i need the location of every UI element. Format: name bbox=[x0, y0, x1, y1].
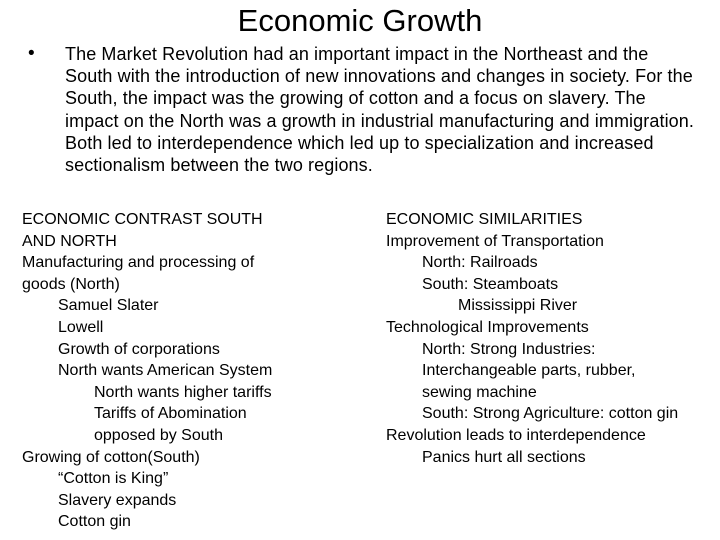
economic-similarities-column bbox=[386, 209, 720, 468]
list-item: opposed by South bbox=[94, 426, 223, 444]
list-item: Mississippi River bbox=[458, 297, 578, 315]
list-item: Manufacturing and processing of bbox=[22, 254, 255, 272]
list-item: North wants higher tariffs bbox=[94, 383, 272, 401]
list-item: North: Railroads bbox=[422, 254, 538, 272]
list-item: Lowell bbox=[58, 318, 104, 336]
list-item: Revolution leads to interdependence bbox=[386, 426, 646, 444]
list-item: Technological Improvements bbox=[386, 318, 589, 336]
bullet-icon: • bbox=[28, 43, 35, 64]
intro-bullet bbox=[28, 43, 698, 176]
economic-contrast-column bbox=[22, 209, 342, 533]
column-heading-continued: AND NORTH bbox=[22, 232, 117, 250]
list-item: Interchangeable parts, rubber, bbox=[422, 362, 636, 380]
list-item: South: Strong Agriculture: cotton gin bbox=[422, 405, 679, 423]
list-item: South: Steamboats bbox=[422, 275, 559, 293]
list-item: Improvement of Transportation bbox=[386, 232, 604, 250]
list-item: goods (North) bbox=[22, 275, 120, 293]
list-item: Cotton gin bbox=[58, 513, 131, 531]
list-item: “Cotton is King” bbox=[58, 470, 169, 488]
list-item: Samuel Slater bbox=[58, 297, 159, 315]
list-item: Panics hurt all sections bbox=[422, 448, 586, 466]
list-item: North wants American System bbox=[58, 362, 273, 380]
list-item: North: Strong Industries: bbox=[422, 340, 596, 358]
column-heading: ECONOMIC SIMILARITIES bbox=[386, 211, 583, 228]
column-heading: ECONOMIC CONTRAST SOUTH bbox=[22, 211, 263, 228]
slide-title: Economic Growth bbox=[237, 3, 483, 38]
list-item: sewing machine bbox=[422, 383, 537, 401]
list-item: Growing of cotton(South) bbox=[22, 448, 200, 466]
list-item: Slavery expands bbox=[58, 491, 177, 509]
intro-paragraph: The Market Revolution had an important impact in the Northeast and the South with the introduction of new innovations and changes in society. For the South, the impact was the growing of cotton and a focus on slavery. The impact on the North was a growth in industrial manufacturing and immigration. Both led to interdependence which led up to specialization and increased sectionalism between the two regions. bbox=[65, 44, 694, 176]
list-item: Tariffs of Abomination bbox=[94, 405, 247, 423]
list-item: Growth of corporations bbox=[58, 340, 220, 358]
